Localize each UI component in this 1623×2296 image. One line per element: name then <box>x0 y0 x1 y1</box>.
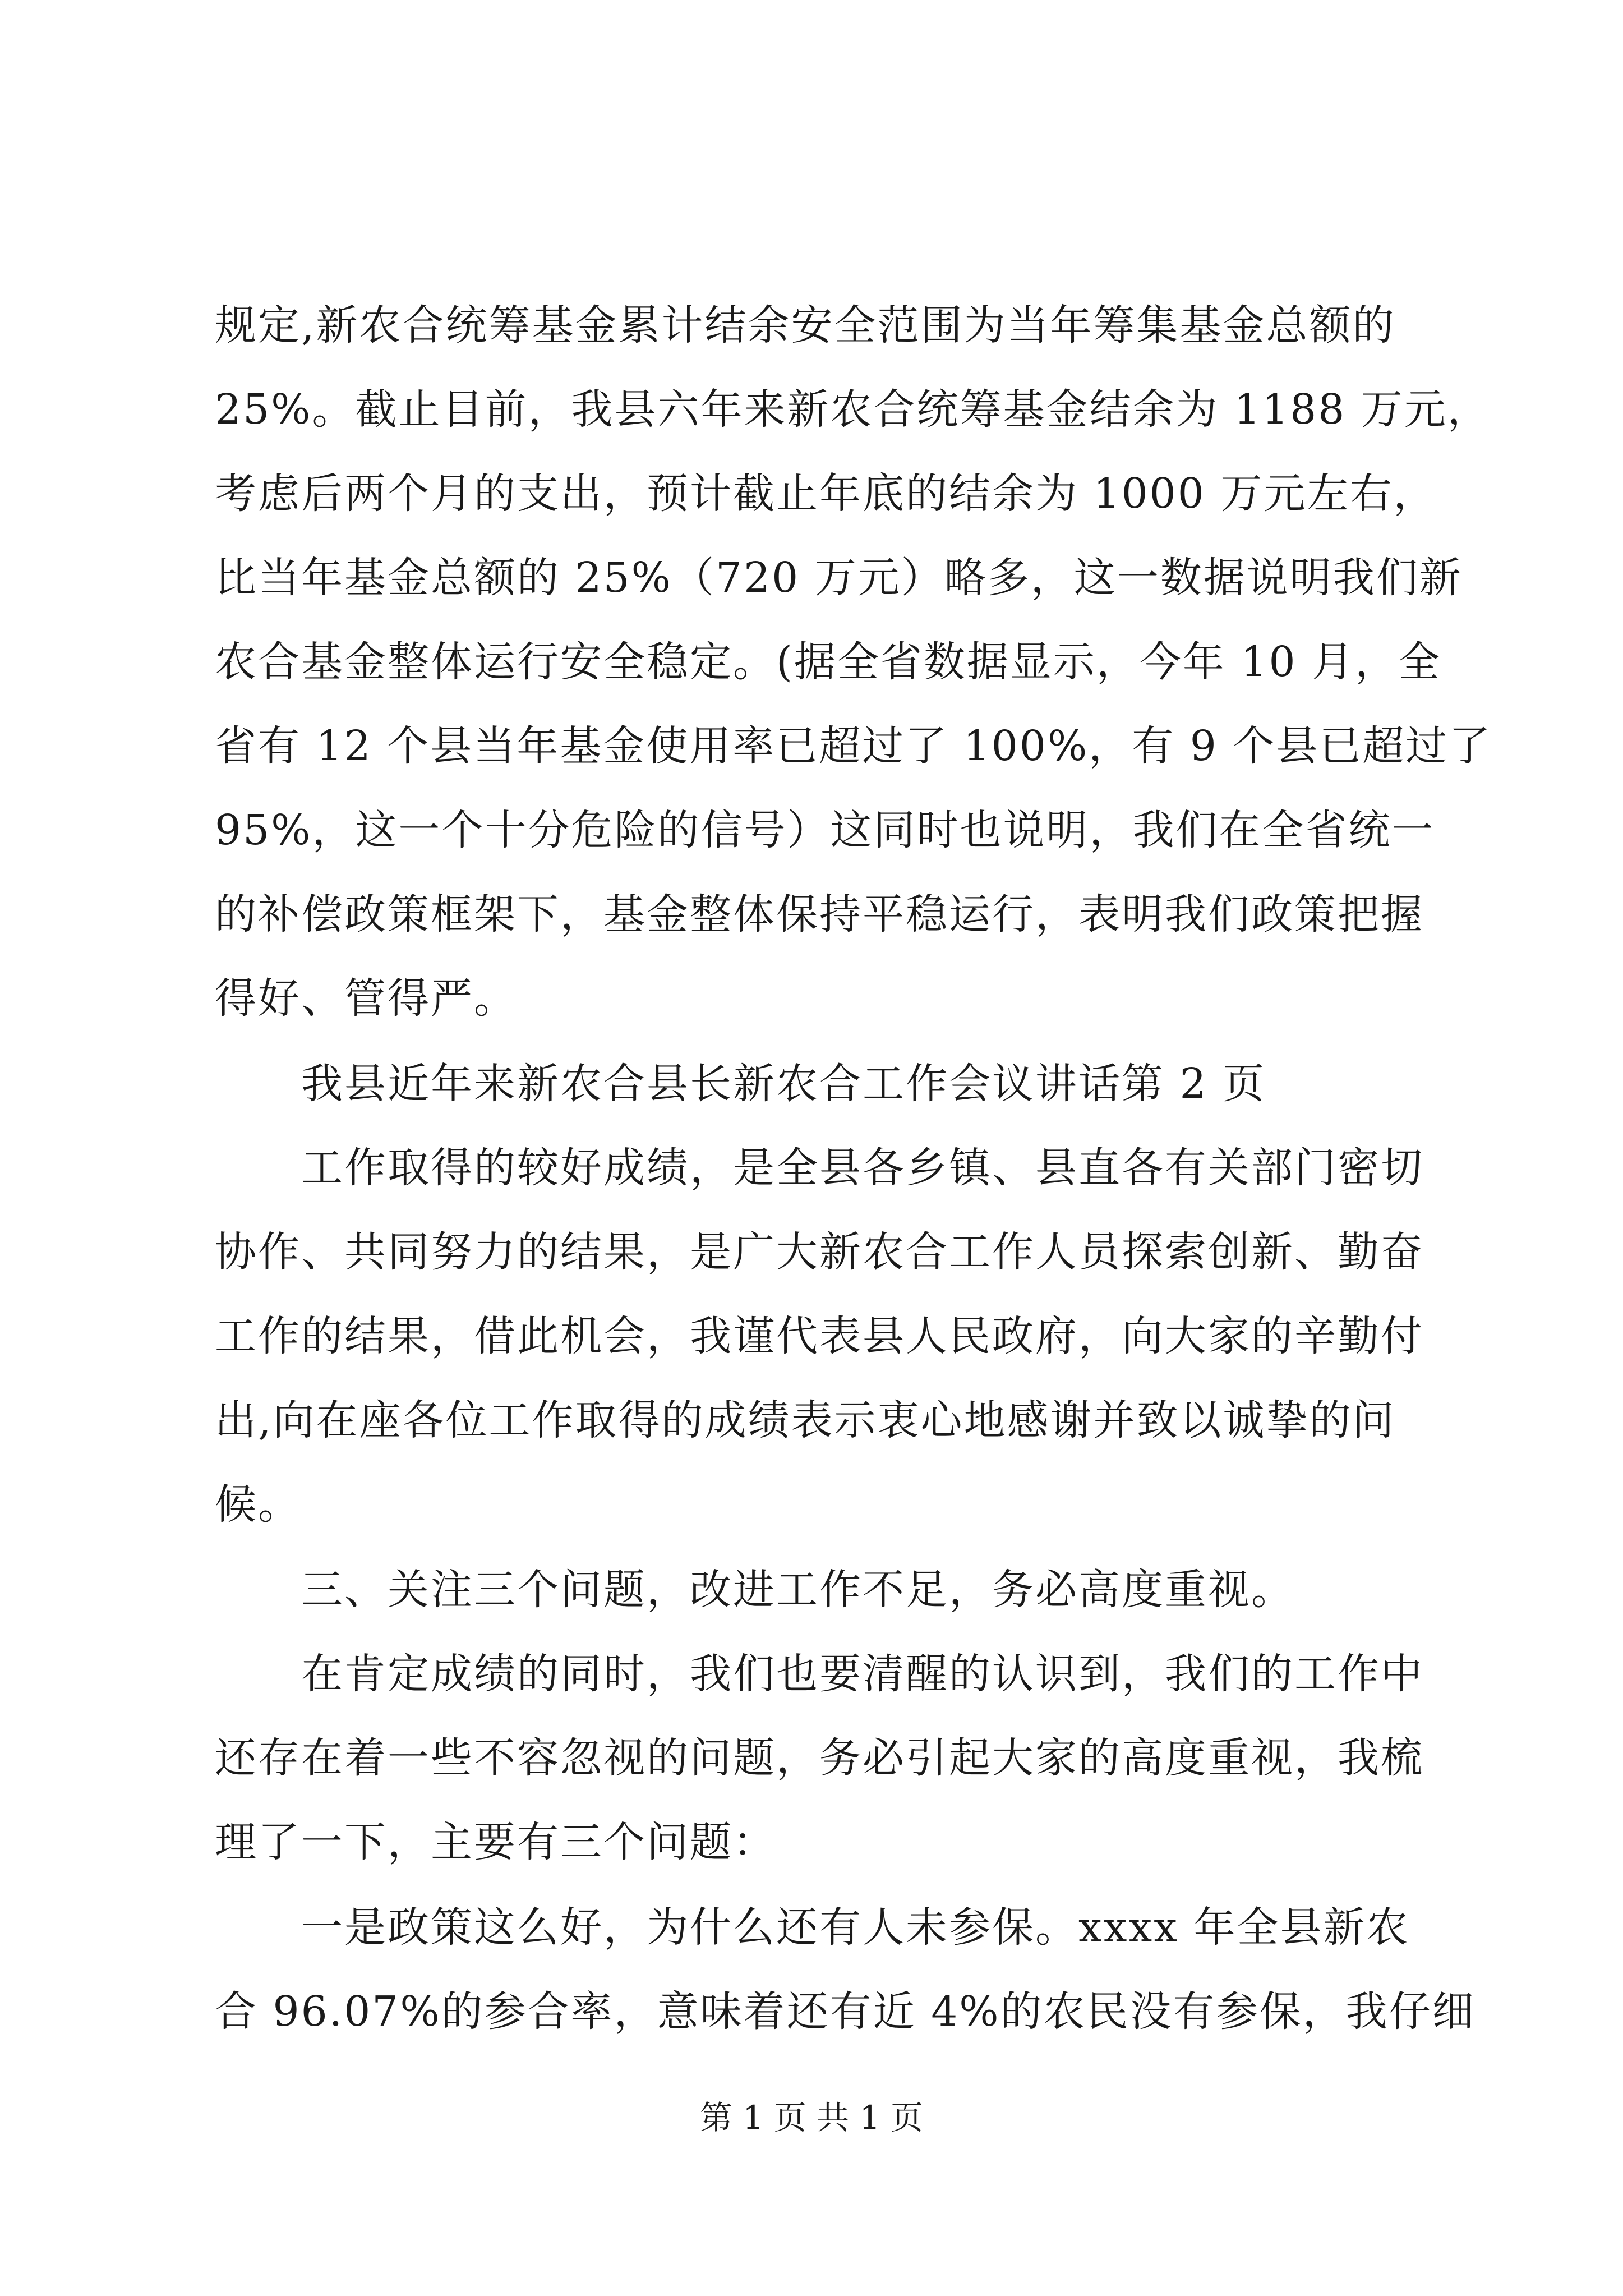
text-line: 的补偿政策框架下，基金整体保持平稳运行，表明我们政策把握 <box>215 890 1424 938</box>
section-heading: 我县近年来新农合县长新农合工作会议讲话第 2 页 <box>215 1060 1266 1108</box>
text-line: 25%。截止目前，我县六年来新农合统筹基金结余为 1188 万元， <box>215 385 1491 434</box>
page-footer: 第 1 页 共 1 页 <box>700 2099 923 2137</box>
text-line: 考虑后两个月的支出，预计截止年底的结余为 1000 万元左右， <box>215 470 1437 518</box>
text-line: 一是政策这么好，为什么还有人未参保。xxxx 年全县新农 <box>215 1903 1410 1952</box>
text-line: 95%，这一个十分危险的信号）这同时也说明，我们在全省统一 <box>215 806 1435 854</box>
text-line: 在肯定成绩的同时，我们也要清醒的认识到，我们的工作中 <box>215 1650 1424 1698</box>
text-line: 协作、共同努力的结果，是广大新农合工作人员探索创新、勤奋 <box>215 1228 1424 1276</box>
text-line: 农合基金整体运行安全稳定。(据全省数据显示，今年 10 月，全 <box>215 638 1442 686</box>
text-line: 得好、管得严。 <box>215 974 517 1023</box>
text-line: 候。 <box>215 1480 301 1529</box>
text-line: 理了一下，主要有三个问题： <box>215 1818 776 1866</box>
text-line: 合 96.07%的参合率，意味着还有近 4%的农民没有参保，我仔细 <box>215 1987 1476 2036</box>
text-line: 规定,新农合统筹基金累计结余安全范围为当年筹集基金总额的 <box>215 301 1396 349</box>
section-heading: 三、关注三个问题，改进工作不足，务必高度重视。 <box>215 1566 1294 1614</box>
text-line: 还存在着一些不容忽视的问题，务必引起大家的高度重视，我梳 <box>215 1734 1424 1782</box>
text-line: 比当年基金总额的 25%（720 万元）略多，这一数据说明我们新 <box>215 554 1463 602</box>
text-line: 工作取得的较好成绩，是全县各乡镇、县直各有关部门密切 <box>215 1144 1424 1192</box>
text-line: 工作的结果，借此机会，我谨代表县人民政府，向大家的辛勤付 <box>215 1312 1424 1360</box>
text-line: 省有 12 个县当年基金使用率已超过了 100%，有 9 个县已超过了 <box>215 722 1492 770</box>
text-line: 出,向在座各位工作取得的成绩表示衷心地感谢并致以诚挚的问 <box>215 1396 1396 1444</box>
